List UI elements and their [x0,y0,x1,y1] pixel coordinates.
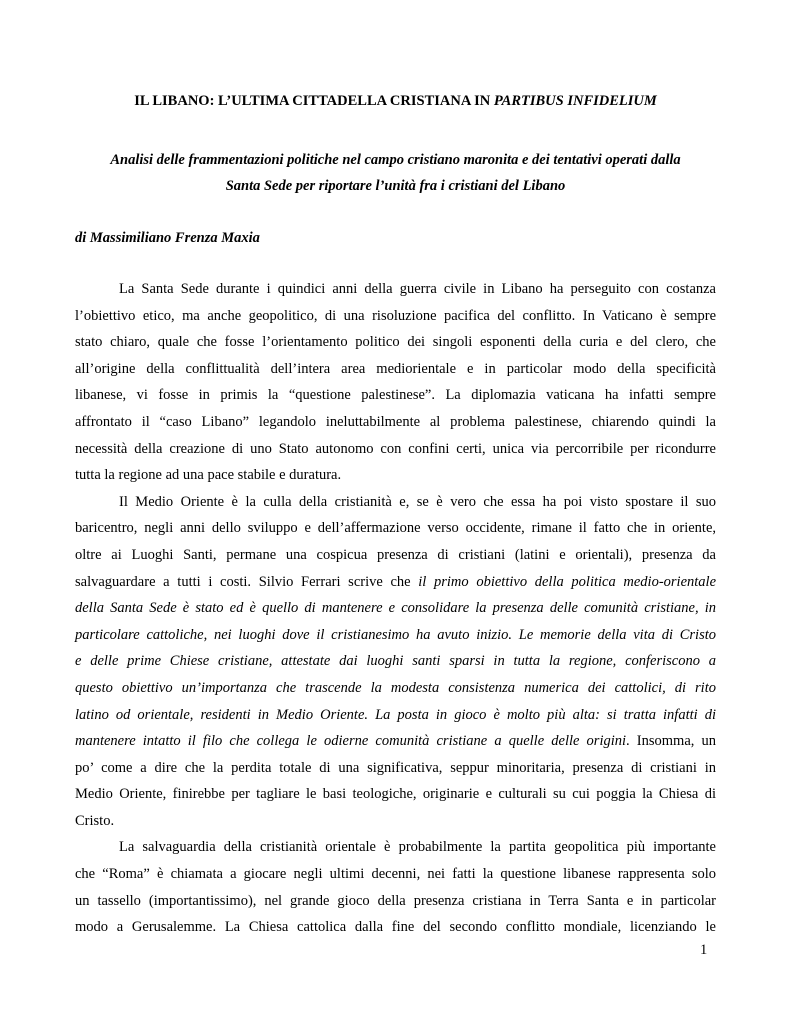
text-segment: all’origine della conflittualità dell’intera area mediorientale e in particolar modo della specificità [75,360,716,377]
text-segment: Medio Oriente, finirebbe per tagliare le basi teologiche, originarie e culturali su cui poggia la Chiesa di [75,786,716,803]
title-italic: PARTIBUS INFIDELIUM [493,93,657,109]
text-line [75,728,716,755]
text-line [75,834,716,861]
text-line [75,409,716,436]
text-line [75,329,716,356]
text-line [75,462,716,489]
text-segment: po’ come a dire che la perdita totale di una significativa, seppur minoritaria, presenza di cristiani in [75,759,716,776]
document-subtitle [75,147,716,199]
italic-text: particolare cattoliche, nei luoghi dove il cristianesimo ha avuto inizio. Le memorie della vita di Cristo [75,626,716,643]
text-segment: tutta la regione ad una pace stabile e duratura. [75,467,342,484]
text-line [75,303,716,330]
subtitle-line: Santa Sede per riportare l’unità fra i cristiani del Libano [225,178,566,194]
text-line [75,595,716,622]
text-segment: modo a Gerusalemme. La Chiesa cattolica dalla fine del secondo conflitto mondiale, licenziando le [75,919,716,936]
text-segment: oltre ai Luoghi Santi, permane una cospicua presenza di cristiani (latini e orientali), presenza da [75,546,716,563]
text-segment: libanese, vi fosse in primis la “questione palestinese”. La diplomazia vaticana ha infatti sempre [75,387,716,404]
author-byline: di Massimiliano Frenza Maxia [75,230,260,246]
text-line [75,914,716,941]
document-title [75,91,716,111]
text-line [75,861,716,888]
italic-text: della Santa Sede è stato ed è quello di mantenere e consolidare la presenza delle comunità cristiane, in [75,600,716,617]
page-number: 1 [700,942,708,958]
text-segment: un tassello (importantissimo), nel grande gioco della presenza cristiana in Terra Santa e in particolar [75,892,716,909]
text-segment: La Santa Sede durante i quindici anni della guerra civile in Libano ha perseguito con costanza [119,281,716,297]
text-line [75,276,716,303]
text-segment: baricentro, negli anni dello sviluppo e dell’affermazione verso occidente, rimane il fatto che in oriente, [75,520,716,537]
title-main: IL LIBANO: L’ULTIMA CITTADELLA CRISTIANA IN [134,93,494,109]
text-line [75,515,716,542]
paragraph [75,834,716,940]
text-line [75,808,716,835]
text-line [75,781,716,808]
text-segment: necessità della creazione di uno Stato autonomo con confini certi, unica via percorribile per ricondurre [75,440,716,457]
text-segment: La salvaguardia della cristianità orientale è probabilmente la partita geopolitica più importante [119,839,716,856]
text-line [75,489,716,516]
italic-text: questo obiettivo un’importanza che trascende la modesta consistenza numerica dei cattolici, di rito [75,679,716,696]
text-segment: che “Roma” è chiamata a giocare negli ultimi decenni, nei fatti la questione libanese rappresenta solo [75,866,716,883]
text-segment: stato chiaro, quale che fosse l’orientamento politico dei singoli esponenti della curia e del clero, che [75,334,716,351]
text-line [75,675,716,702]
text-segment: Cristo. [75,812,115,829]
text-line [75,888,716,915]
italic-text: mantenere intatto il filo che collega le odierne comunità cristiane a quelle delle origini [75,733,627,750]
text-line [75,382,716,409]
text-line [75,436,716,463]
text-segment: salvaguardare a tutti i costi. Silvio Ferrari scrive che [75,573,419,590]
text-segment: . Insomma, un [626,733,716,750]
paragraph [75,489,716,835]
text-line [75,356,716,383]
text-line [75,755,716,782]
text-segment: Il Medio Oriente è la culla della cristianità e, se è vero che essa ha poi visto spostare il suo [119,493,716,510]
italic-text: il primo obiettivo della politica medio-orientale [418,573,717,590]
italic-text: latino od orientale, residenti in Medio Oriente. La posta in gioco è molto più alta: si tratta infatti di [75,706,716,723]
text-line [75,622,716,649]
text-segment: l’obiettivo etico, ma anche geopolitico, di una risoluzione pacifica del conflitto. In Vaticano è sempre [75,307,716,324]
text-line [75,542,716,569]
text-line [75,569,716,596]
text-segment: affrontato il “caso Libano” legandolo ineluttabilmente al problema palestinese, chiarendo quindi la [75,413,716,430]
subtitle-line: Analisi delle frammentazioni politiche nel campo cristiano maronita e dei tentativi operati dalla [110,152,681,168]
body-text [75,276,716,941]
paragraph [75,276,716,489]
text-line [75,702,716,729]
italic-text: e delle prime Chiese cristiane, attestate dai luoghi santi sparsi in tutta la regione, conferiscono a [75,653,716,670]
text-line [75,648,716,675]
